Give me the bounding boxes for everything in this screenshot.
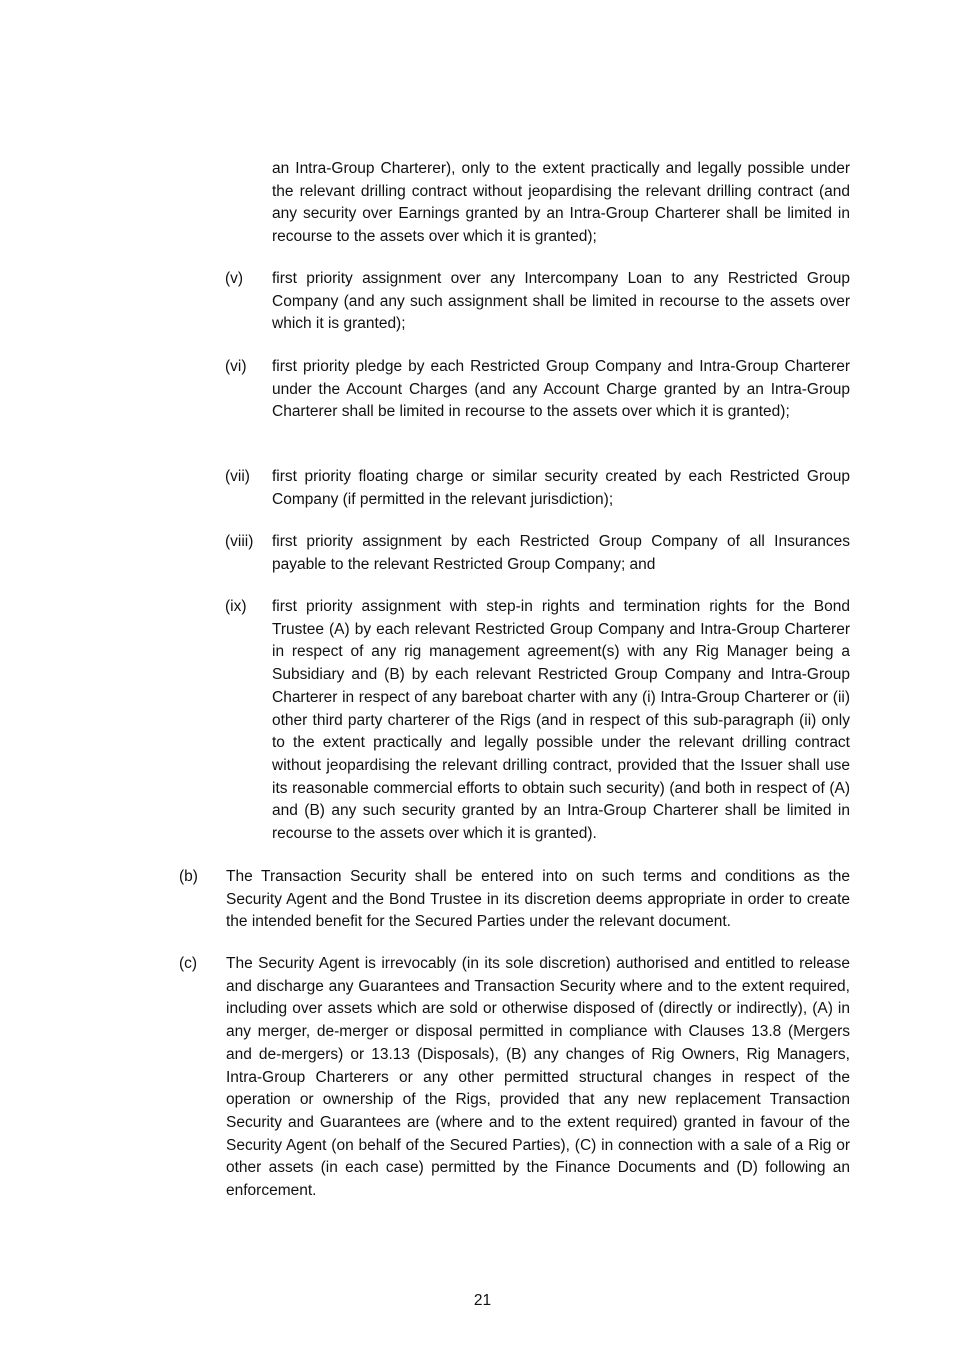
item-text-b: The Transaction Security shall be entered into on such terms and conditions as the Security Agent and the Bond Trustee in its discretion deems appropriate in order to create the intended benefit for the Secured Parties under the relevant document. (226, 868, 850, 931)
item-label-ix: (ix) (225, 598, 247, 615)
item-label-vii: (vii) (225, 468, 250, 485)
item-label-c: (c) (179, 955, 198, 972)
item-text-c: The Security Agent is irrevocably (in its sole discretion) authorised and entitled to release and discharge any Guarantees and Transaction Security where and to the extent required, including over assets which are sold or otherwise disposed of (directly or indirectly), (A) in any merger, de-merger or disposal permitted in compliance with Clauses 13.8 (Mergers and de-mergers) or 13.13 (Disposals), (B) any changes of Rig Owners, Rig Managers, Intra-Group Charterers or any other permitted structural changes in respect of the operation or ownership of the Rigs, provided that any new replacement Transaction Security and Guarantees are (where and to the extent required) granted in favour of the Security Agent (on behalf of the Secured Parties), (C) in connection with a sale of a Rig or other assets (in each case) permitted by the Finance Documents and (D) following an enforcement. (226, 955, 850, 1200)
item-label-vi: (vi) (225, 358, 247, 375)
item-text-ix: first priority assignment with step-in rights and termination rights for the Bond Trustee (A) by each relevant Restricted Group Company and Intra-Group Charterer in respect of any rig management agreement(s) with any Rig Manager being a Subsidiary and (B) by each relevant Restricted Group Company and Intra-Group Charterer in respect of any bareboat charter with any (i) Intra-Group Charterer or (ii) other third party charterer of the Rigs (and in respect of this sub-paragraph (ii) only to the extent practically and legally possible under the relevant drilling contract without jeopardising the relevant drilling contract, provided that the Issuer shall use its reasonable commercial efforts to obtain such security) (and both in respect of (A) and (B) any such security granted by an Intra-Group Charterer shall be limited in recourse to the assets over which it is granted). (272, 598, 850, 843)
item-text-viii: first priority assignment by each Restricted Group Company of all Insurances payable to the relevant Restricted Group Company; and (272, 533, 850, 573)
item-label-viii: (viii) (225, 533, 254, 550)
item-text-v: first priority assignment over any Intercompany Loan to any Restricted Group Company (and any such assignment shall be limited in recourse to the assets over which it is granted); (272, 270, 850, 333)
item-label-b: (b) (179, 868, 198, 885)
item-label-v: (v) (225, 270, 244, 287)
continuation-paragraph: an Intra-Group Charterer), only to the extent practically and legally possible under the relevant drilling contract without jeopardising the relevant drilling contract (and any security over Earnings granted by an Intra-Group Charterer shall be limited in recourse to the assets over which it is granted); (272, 160, 850, 246)
item-text-vi: first priority pledge by each Restricted Group Company and Intra-Group Charterer under the Account Charges (and any Account Charge granted by an Intra-Group Charterer shall be limited in recourse to the assets over which it is granted); (272, 358, 850, 421)
page-number: 21 (473, 1292, 492, 1309)
item-text-vii: first priority floating charge or similar security created by each Restricted Group Company (if permitted in the relevant jurisdiction); (272, 468, 850, 508)
